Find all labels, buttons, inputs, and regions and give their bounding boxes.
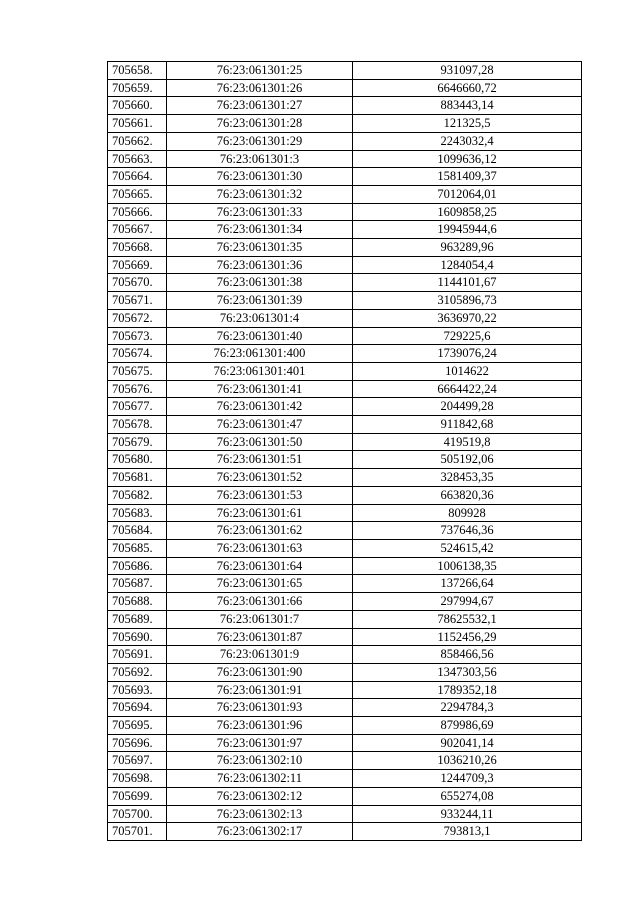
cadastral-number-cell: 76:23:061302:11 [167,770,353,788]
cadastral-number-cell: 76:23:061302:10 [167,752,353,770]
table-row [108,805,582,823]
cadastral-value-cell: 1347303,56 [353,663,582,681]
table-row [108,203,582,221]
cadastral-value-cell: 933244,11 [353,805,582,823]
table-row [108,557,582,575]
row-number-cell: 705664. [108,168,167,186]
row-number-cell: 705674. [108,345,167,363]
cadastral-value-cell: 2243032,4 [353,132,582,150]
row-number-cell: 705690. [108,628,167,646]
table-row [108,699,582,717]
table-body [108,62,582,841]
cadastral-number-cell: 76:23:061301:400 [167,345,353,363]
cadastral-number-cell: 76:23:061301:63 [167,539,353,557]
cadastral-value-cell: 1036210,26 [353,752,582,770]
row-number-cell: 705694. [108,699,167,717]
row-number-cell: 705687. [108,575,167,593]
cadastral-number-cell: 76:23:061301:4 [167,309,353,327]
cadastral-value-cell: 911842,68 [353,416,582,434]
row-number-cell: 705666. [108,203,167,221]
cadastral-value-cell: 793813,1 [353,823,582,841]
table-row [108,752,582,770]
cadastral-number-cell: 76:23:061301:64 [167,557,353,575]
cadastral-number-cell: 76:23:061301:97 [167,734,353,752]
cadastral-number-cell: 76:23:061301:50 [167,433,353,451]
cadastral-value-cell: 1581409,37 [353,168,582,186]
row-number-cell: 705677. [108,398,167,416]
row-number-cell: 705681. [108,469,167,487]
table-row [108,663,582,681]
table-row [108,239,582,257]
table-row [108,132,582,150]
cadastral-number-cell: 76:23:061301:66 [167,593,353,611]
cadastral-value-cell: 1099636,12 [353,150,582,168]
row-number-cell: 705696. [108,734,167,752]
row-number-cell: 705691. [108,646,167,664]
cadastral-value-cell: 1144101,67 [353,274,582,292]
cadastral-number-cell: 76:23:061301:27 [167,97,353,115]
cadastral-number-cell: 76:23:061301:61 [167,504,353,522]
table-row [108,504,582,522]
cadastral-value-cell: 1789352,18 [353,681,582,699]
cadastral-value-cell: 1152456,29 [353,628,582,646]
table-row [108,292,582,310]
table-row [108,79,582,97]
row-number-cell: 705686. [108,557,167,575]
table-row [108,309,582,327]
table-row [108,274,582,292]
cadastral-value-cell: 2294784,3 [353,699,582,717]
cadastral-number-cell: 76:23:061301:28 [167,115,353,133]
row-number-cell: 705682. [108,486,167,504]
table-row [108,327,582,345]
cadastral-number-cell: 76:23:061301:47 [167,416,353,434]
cadastral-number-cell: 76:23:061302:12 [167,787,353,805]
table-row [108,362,582,380]
cadastral-value-cell: 137266,64 [353,575,582,593]
row-number-cell: 705667. [108,221,167,239]
cadastral-value-cell: 6646660,72 [353,79,582,97]
cadastral-value-cell: 1006138,35 [353,557,582,575]
cadastral-value-cell: 1244709,3 [353,770,582,788]
table-row [108,486,582,504]
cadastral-number-cell: 76:23:061301:96 [167,717,353,735]
cadastral-number-cell: 76:23:061301:53 [167,486,353,504]
table-row [108,221,582,239]
row-number-cell: 705698. [108,770,167,788]
row-number-cell: 705688. [108,593,167,611]
cadastral-value-cell: 931097,28 [353,62,582,80]
cadastral-value-cell: 963289,96 [353,239,582,257]
cadastral-value-cell: 737646,36 [353,522,582,540]
row-number-cell: 705699. [108,787,167,805]
row-number-cell: 705701. [108,823,167,841]
cadastral-value-cell: 883443,14 [353,97,582,115]
table-row [108,451,582,469]
table-row [108,185,582,203]
table-row [108,610,582,628]
cadastral-number-cell: 76:23:061301:25 [167,62,353,80]
cadastral-number-cell: 76:23:061301:35 [167,239,353,257]
cadastral-value-cell: 1014622 [353,362,582,380]
cadastral-value-cell: 204499,28 [353,398,582,416]
cadastral-number-cell: 76:23:061301:87 [167,628,353,646]
cadastral-value-cell: 858466,56 [353,646,582,664]
cadastral-number-cell: 76:23:061301:30 [167,168,353,186]
cadastral-number-cell: 76:23:061301:32 [167,185,353,203]
row-number-cell: 705671. [108,292,167,310]
row-number-cell: 705658. [108,62,167,80]
cadastral-number-cell: 76:23:061301:41 [167,380,353,398]
cadastral-number-cell: 76:23:061301:52 [167,469,353,487]
table-row [108,628,582,646]
cadastral-value-cell: 78625532,1 [353,610,582,628]
cadastral-value-table [107,61,582,841]
cadastral-number-cell: 76:23:061301:9 [167,646,353,664]
row-number-cell: 705693. [108,681,167,699]
cadastral-value-cell: 524615,42 [353,539,582,557]
cadastral-value-cell: 663820,36 [353,486,582,504]
row-number-cell: 705672. [108,309,167,327]
row-number-cell: 705697. [108,752,167,770]
cadastral-number-cell: 76:23:061301:91 [167,681,353,699]
cadastral-number-cell: 76:23:061301:29 [167,132,353,150]
table-row [108,646,582,664]
table-row [108,380,582,398]
row-number-cell: 705676. [108,380,167,398]
cadastral-number-cell: 76:23:061301:33 [167,203,353,221]
row-number-cell: 705700. [108,805,167,823]
row-number-cell: 705661. [108,115,167,133]
cadastral-value-cell: 809928 [353,504,582,522]
cadastral-value-cell: 1284054,4 [353,256,582,274]
row-number-cell: 705675. [108,362,167,380]
cadastral-number-cell: 76:23:061302:17 [167,823,353,841]
cadastral-number-cell: 76:23:061301:51 [167,451,353,469]
table-row [108,150,582,168]
cadastral-value-cell: 7012064,01 [353,185,582,203]
row-number-cell: 705695. [108,717,167,735]
cadastral-number-cell: 76:23:061301:42 [167,398,353,416]
cadastral-number-cell: 76:23:061301:3 [167,150,353,168]
row-number-cell: 705679. [108,433,167,451]
cadastral-value-cell: 19945944,6 [353,221,582,239]
table-row [108,416,582,434]
cadastral-value-cell: 121325,5 [353,115,582,133]
table-row [108,97,582,115]
cadastral-number-cell: 76:23:061301:401 [167,362,353,380]
cadastral-value-cell: 6664422,24 [353,380,582,398]
table-row [108,168,582,186]
table-row [108,62,582,80]
cadastral-number-cell: 76:23:061301:26 [167,79,353,97]
table-row [108,345,582,363]
cadastral-value-cell: 655274,08 [353,787,582,805]
table-row [108,522,582,540]
table-row [108,469,582,487]
cadastral-number-cell: 76:23:061301:93 [167,699,353,717]
table-row [108,823,582,841]
cadastral-value-cell: 3636970,22 [353,309,582,327]
row-number-cell: 705669. [108,256,167,274]
row-number-cell: 705680. [108,451,167,469]
row-number-cell: 705683. [108,504,167,522]
cadastral-number-cell: 76:23:061302:13 [167,805,353,823]
cadastral-value-cell: 729225,6 [353,327,582,345]
row-number-cell: 705660. [108,97,167,115]
row-number-cell: 705670. [108,274,167,292]
table-row [108,787,582,805]
table-row [108,734,582,752]
table-row [108,256,582,274]
row-number-cell: 705684. [108,522,167,540]
cadastral-value-cell: 1739076,24 [353,345,582,363]
table-row [108,770,582,788]
row-number-cell: 705685. [108,539,167,557]
cadastral-number-cell: 76:23:061301:39 [167,292,353,310]
row-number-cell: 705659. [108,79,167,97]
cadastral-number-cell: 76:23:061301:34 [167,221,353,239]
cadastral-number-cell: 76:23:061301:62 [167,522,353,540]
cadastral-number-cell: 76:23:061301:90 [167,663,353,681]
row-number-cell: 705673. [108,327,167,345]
cadastral-value-cell: 3105896,73 [353,292,582,310]
cadastral-value-cell: 505192,06 [353,451,582,469]
cadastral-number-cell: 76:23:061301:65 [167,575,353,593]
row-number-cell: 705668. [108,239,167,257]
cadastral-number-cell: 76:23:061301:36 [167,256,353,274]
cadastral-value-cell: 419519,8 [353,433,582,451]
row-number-cell: 705663. [108,150,167,168]
cadastral-number-cell: 76:23:061301:7 [167,610,353,628]
table-row [108,433,582,451]
cadastral-value-cell: 902041,14 [353,734,582,752]
cadastral-value-cell: 1609858,25 [353,203,582,221]
table-row [108,115,582,133]
cadastral-value-cell: 297994,67 [353,593,582,611]
cadastral-number-cell: 76:23:061301:38 [167,274,353,292]
row-number-cell: 705665. [108,185,167,203]
table-row [108,717,582,735]
row-number-cell: 705678. [108,416,167,434]
cadastral-number-cell: 76:23:061301:40 [167,327,353,345]
cadastral-value-cell: 879986,69 [353,717,582,735]
row-number-cell: 705692. [108,663,167,681]
table-row [108,681,582,699]
table-row [108,575,582,593]
table-row [108,398,582,416]
row-number-cell: 705689. [108,610,167,628]
cadastral-value-cell: 328453,35 [353,469,582,487]
table-row [108,593,582,611]
table-row [108,539,582,557]
row-number-cell: 705662. [108,132,167,150]
